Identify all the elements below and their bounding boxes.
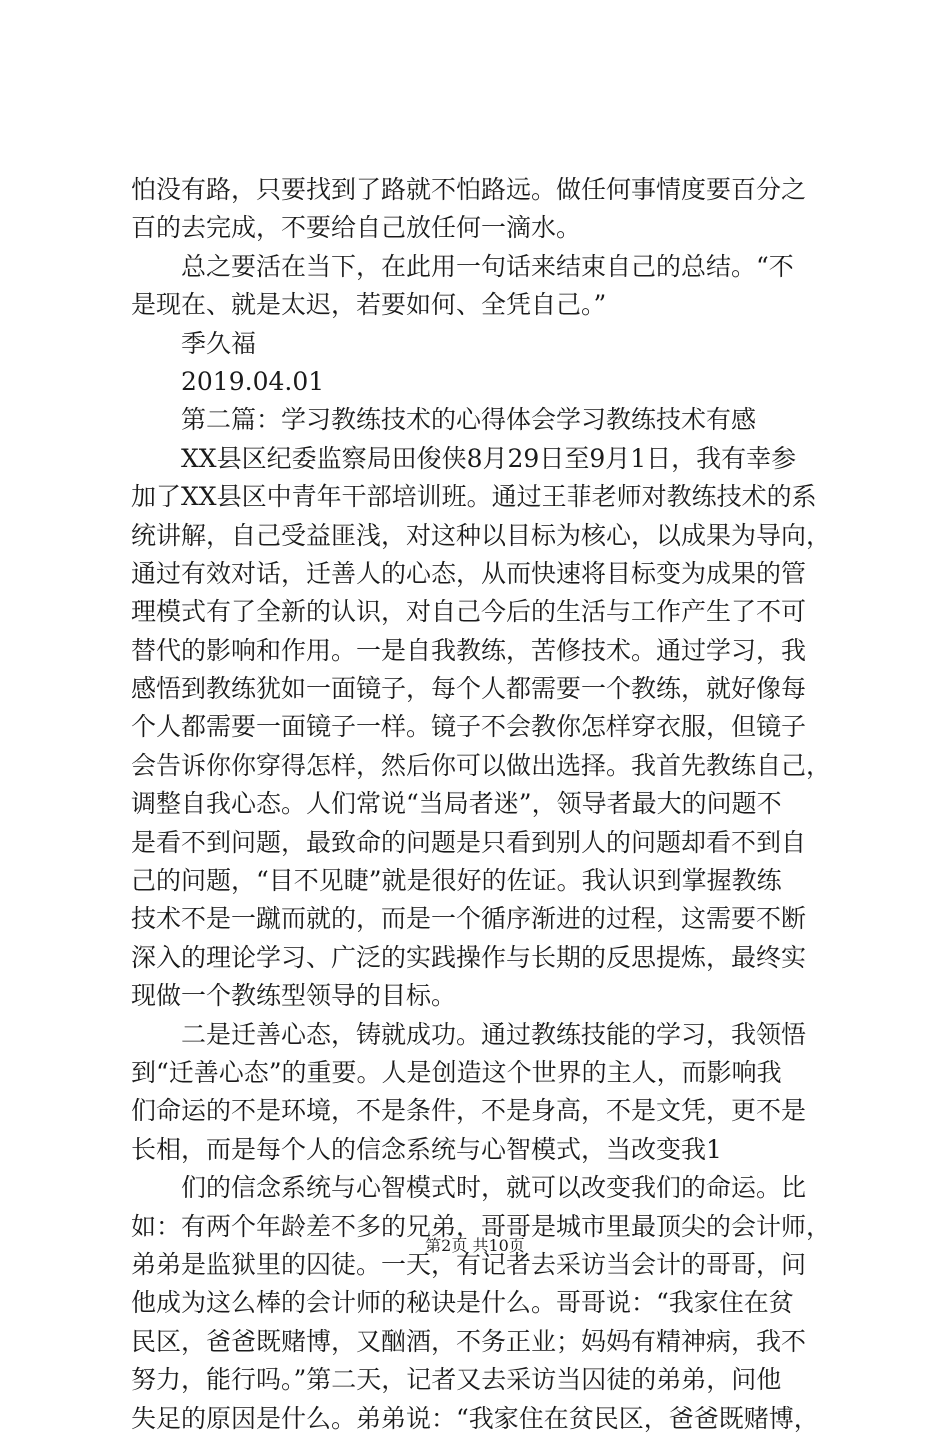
text-line: 们的信念系统与心智模式时，就可以改变我们的命运。比: [181, 1173, 807, 1203]
text-line: 百的去完成，不要给自己放任何一滴水。: [131, 213, 582, 243]
text-line: 调整自我心态。人们常说“当局者迷”，领导者最大的问题不: [131, 789, 782, 819]
text-line: 深入的理论学习、广泛的实践操作与长期的反思提炼，最终实: [131, 942, 807, 972]
text-line: 弟弟是监狱里的囚徒。一天，有记者去采访当会计的哥哥，问: [131, 1249, 807, 1279]
text-line: 个人都需要一面镜子一样。镜子不会教你怎样穿衣服，但镜子: [131, 712, 807, 742]
text-line: 二是迁善心态，铸就成功。通过教练技能的学习，我领悟: [181, 1019, 807, 1049]
text-line: 己的问题，“目不见睫”就是很好的佐证。我认识到掌握教练: [131, 866, 782, 896]
text-line: 长相，而是每个人的信念系统与心智模式，当改变我1: [131, 1134, 722, 1164]
text-line: 替代的影响和作用。一是自我教练，苦修技术。通过学习，我: [131, 635, 807, 665]
text-line: 现做一个教练型领导的目标。: [131, 981, 457, 1011]
text-line: 怕没有路，只要找到了路就不怕路远。做任何事情度要百分之: [131, 175, 807, 204]
text-line: 失足的原因是什么。弟弟说：“我家住在贫民区，爸爸既赌博，: [131, 1403, 819, 1433]
text-line: 是现在、就是太迟，若要如何、全凭自己。”: [131, 290, 607, 320]
text-line: 努力，能行吗。”第二天，记者又去采访当囚徒的弟弟，问他: [131, 1365, 782, 1395]
text-line: 民区，爸爸既赌博，又酗酒，不务正业；妈妈有精神病，我不: [131, 1326, 807, 1356]
text-line: 是看不到问题，最致命的问题是只看到别人的问题却看不到自: [131, 827, 807, 857]
page-number-footer: 第2页 共10页: [425, 1236, 525, 1255]
section-heading: 第二篇：学习教练技术的心得体会学习教练技术有感: [181, 405, 757, 435]
text-line: 理模式有了全新的认识，对自己今后的生活与工作产生了不可: [131, 597, 807, 627]
text-line: 加了XX县区中青年干部培训班。通过王菲老师对教练技术的系: [131, 482, 817, 512]
text-line: 如：有两个年龄差不多的兄弟，哥哥是城市里最顶尖的会计师，: [131, 1211, 832, 1241]
text-line: XX县区纪委监察局田俊侠8月29日至9月1日，我有幸参: [181, 443, 797, 473]
text-line: 技术不是一蹴而就的，而是一个循序渐进的过程，这需要不断: [131, 904, 807, 934]
text-line: 统讲解，自己受益匪浅，对这种以目标为核心，以成果为导向，: [131, 520, 832, 550]
date-line: 2019.04.01: [181, 366, 325, 396]
author-name: 季久福: [181, 328, 257, 358]
text-line: 他成为这么棒的会计师的秘诀是什么。哥哥说：“我家住在贫: [131, 1288, 794, 1318]
text-line: 到“迁善心态”的重要。人是创造这个世界的主人，而影响我: [131, 1057, 782, 1087]
text-line: 通过有效对话，迁善人的心态，从而快速将目标变为成果的管: [131, 558, 807, 588]
text-line: 们命运的不是环境，不是条件，不是身高，不是文凭，更不是: [131, 1096, 807, 1126]
text-line: 总之要活在当下，在此用一句话来结束自己的总结。“不: [181, 251, 794, 281]
text-line: 感悟到教练犹如一面镜子，每个人都需要一个教练，就好像每: [131, 674, 807, 704]
text-line: 会告诉你你穿得怎样，然后你可以做出选择。我首先教练自己，: [131, 750, 832, 780]
